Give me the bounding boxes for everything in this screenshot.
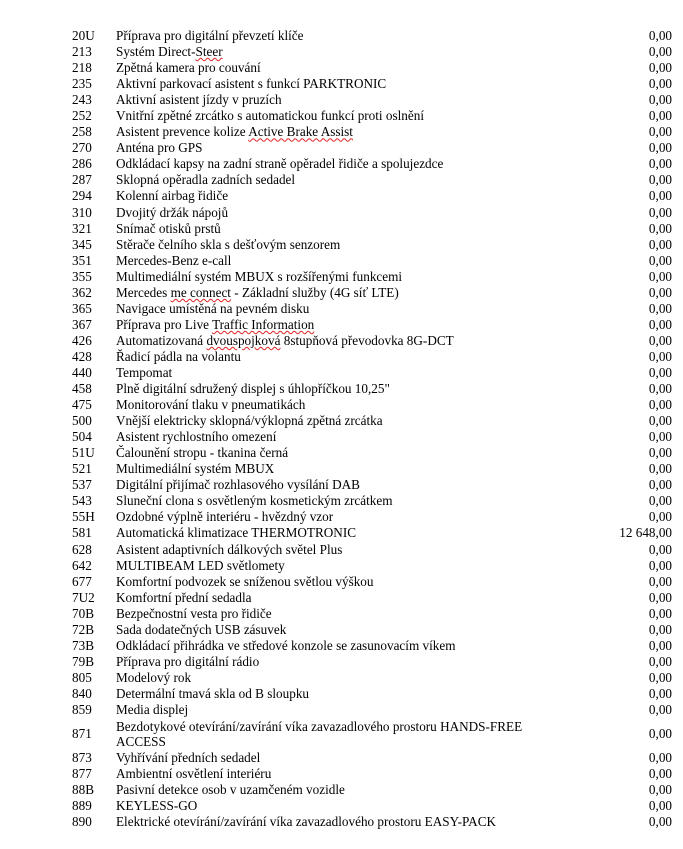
option-description: Řadicí pádla na volantu	[116, 348, 241, 364]
option-code: 252	[72, 108, 92, 124]
option-code: 55H	[72, 509, 95, 525]
option-code: 889	[72, 798, 92, 814]
equipment-row	[72, 493, 683, 509]
option-description: Ambientní osvětlení interiéru	[116, 766, 272, 782]
equipment-row	[72, 574, 683, 590]
option-code: 243	[72, 92, 92, 108]
equipment-row	[72, 76, 683, 92]
option-code: 294	[72, 188, 92, 204]
option-description: Multimediální systém MBUX	[116, 461, 275, 477]
equipment-row	[72, 814, 683, 830]
option-code: 859	[72, 701, 92, 717]
option-description: Automatizovaná dvouspojková 8stupňová převodovka 8G-DCT	[116, 332, 454, 348]
option-price: 0,00	[648, 28, 672, 43]
option-price: 0,00	[648, 364, 672, 380]
option-price: 0,00	[648, 268, 672, 284]
option-code: 890	[72, 814, 92, 830]
equipment-row	[72, 606, 683, 622]
option-description: Sada dodatečných USB zásuvek	[116, 621, 287, 637]
equipment-row	[72, 301, 683, 317]
option-price: 0,00	[648, 637, 672, 653]
option-code: 458	[72, 381, 92, 397]
option-price: 0,00	[648, 461, 672, 477]
option-price: 0,00	[648, 220, 672, 236]
option-description: Aktivní parkovací asistent s funkcí PARKTRONIC	[116, 76, 387, 92]
equipment-row	[72, 622, 683, 638]
option-price: 0,00	[648, 509, 672, 525]
option-price: 0,00	[648, 477, 672, 493]
equipment-row	[72, 92, 683, 108]
equipment-row	[72, 124, 683, 140]
equipment-row	[72, 542, 683, 558]
equipment-row	[72, 654, 683, 670]
option-price: 0,00	[648, 252, 672, 268]
equipment-row	[72, 221, 683, 237]
option-code: 355	[72, 268, 92, 284]
equipment-row	[72, 558, 683, 574]
option-price: 0,00	[648, 493, 672, 509]
equipment-row	[72, 237, 683, 253]
option-price: 0,00	[648, 413, 672, 429]
equipment-row	[72, 509, 683, 525]
option-code: 73B	[72, 637, 94, 653]
option-price: 0,00	[648, 605, 672, 621]
equipment-row	[72, 269, 683, 285]
option-price: 0,00	[648, 397, 672, 413]
option-code: 475	[72, 397, 92, 413]
option-code: 504	[72, 429, 92, 445]
equipment-row	[72, 156, 683, 172]
option-price: 0,00	[648, 124, 672, 140]
option-description: Ozdobné výplně interiéru - hvězdný vzor	[116, 509, 334, 525]
option-description: Odkládací přihrádka ve středové konzole se zasunovacím víkem	[116, 637, 456, 653]
equipment-rows	[72, 28, 683, 830]
option-price: 0,00	[648, 726, 672, 742]
option-price: 0,00	[648, 429, 672, 445]
option-description: Digitální přijímač rozhlasového vysílání DAB	[116, 477, 360, 493]
option-price: 0,00	[648, 332, 672, 348]
option-description: Mercedes me connect - Základní služby (4G síť LTE)	[116, 284, 399, 300]
option-price: 0,00	[648, 188, 672, 204]
option-description: Modelový rok	[116, 669, 192, 685]
option-description: Plně digitální sdružený displej s úhlopříčkou 10,25"	[116, 381, 390, 397]
option-description: Odkládací kapsy na zadní straně opěradel řidiče a spolujezdce	[116, 156, 444, 172]
option-code: 72B	[72, 621, 94, 637]
option-code: 877	[72, 766, 92, 782]
equipment-row	[72, 782, 683, 798]
option-code: 218	[72, 60, 92, 76]
option-description: Tempomat	[116, 364, 173, 380]
option-code: 235	[72, 76, 92, 92]
option-code: 88B	[72, 782, 94, 798]
option-price: 0,00	[648, 284, 672, 300]
option-code: 367	[72, 316, 92, 332]
equipment-row	[72, 28, 683, 44]
option-description: Automatická klimatizace THERMOTRONIC	[116, 525, 357, 541]
option-code: 871	[72, 726, 92, 742]
option-code: 20U	[72, 28, 95, 43]
option-price: 0,00	[648, 685, 672, 701]
equipment-row	[72, 445, 683, 461]
option-description: Komfortní podvozek se sníženou světlou výškou	[116, 573, 374, 589]
option-price: 0,00	[648, 589, 672, 605]
option-code: 351	[72, 252, 92, 268]
equipment-row	[72, 205, 683, 221]
option-description: Asistent rychlostního omezení	[116, 429, 277, 445]
option-code: 426	[72, 332, 92, 348]
option-code: 321	[72, 220, 92, 236]
option-code: 270	[72, 140, 92, 156]
option-price: 0,00	[648, 381, 672, 397]
option-description: Kolenní airbag řidiče	[116, 188, 229, 204]
option-price: 0,00	[648, 108, 672, 124]
option-code: 500	[72, 413, 92, 429]
option-price: 0,00	[648, 798, 672, 814]
option-price: 0,00	[648, 316, 672, 332]
option-description: Navigace umístěná na pevném disku	[116, 300, 310, 316]
option-code: 362	[72, 284, 92, 300]
equipment-row	[72, 718, 683, 750]
option-description: Sklopná opěradla zadních sedadel	[116, 172, 296, 188]
option-description: Pasivní detekce osob v uzamčeném vozidle	[116, 782, 345, 798]
equipment-row	[72, 670, 683, 686]
equipment-row	[72, 429, 683, 445]
option-code: 628	[72, 541, 92, 557]
option-code: 677	[72, 573, 92, 589]
option-description: Sluneční clona s osvětleným kosmetickým zrcátkem	[116, 493, 393, 509]
equipment-row	[72, 702, 683, 718]
option-price: 0,00	[648, 541, 672, 557]
option-description: Anténa pro GPS	[116, 140, 203, 156]
option-price: 0,00	[648, 300, 672, 316]
equipment-row	[72, 413, 683, 429]
equipment-row	[72, 44, 683, 60]
option-description: Snímač otisků prstů	[116, 220, 221, 236]
option-description: Příprava pro digitální rádio	[116, 653, 260, 669]
option-description: Vnější elektricky sklopná/výklopná zpětná zrcátka	[116, 413, 383, 429]
option-code: 521	[72, 461, 92, 477]
option-code: 805	[72, 669, 92, 685]
option-description: Čalounění stropu - tkanina černá	[116, 445, 289, 461]
option-code: 70B	[72, 605, 94, 621]
option-description: Asistent adaptivních dálkových světel Plus	[116, 541, 343, 557]
equipment-row	[72, 140, 683, 156]
option-price: 0,00	[648, 750, 672, 766]
option-code: 213	[72, 44, 92, 60]
option-description: Zpětná kamera pro couvání	[116, 60, 261, 76]
equipment-row	[72, 365, 683, 381]
option-description: Bezdotykové otevírání/zavírání víka zavazadlového prostoru HANDS-FREE ACCESS	[116, 718, 523, 750]
option-price: 0,00	[648, 156, 672, 172]
equipment-row	[72, 590, 683, 606]
option-code: 345	[72, 236, 92, 252]
option-price: 0,00	[648, 92, 672, 108]
option-code: 287	[72, 172, 92, 188]
option-price: 0,00	[648, 60, 672, 76]
equipment-row	[72, 750, 683, 766]
equipment-row	[72, 461, 683, 477]
option-price: 0,00	[648, 621, 672, 637]
equipment-row	[72, 381, 683, 397]
option-description: Příprava pro digitální převzetí klíče	[116, 28, 304, 43]
option-description: Stěrače čelního skla s dešťovým senzorem	[116, 236, 341, 252]
option-description: Multimediální systém MBUX s rozšířenými funkcemi	[116, 268, 403, 284]
option-description: MULTIBEAM LED světlomety	[116, 557, 285, 573]
option-price: 0,00	[648, 653, 672, 669]
option-code: 7U2	[72, 589, 95, 605]
equipment-row	[72, 766, 683, 782]
option-code: 258	[72, 124, 92, 140]
option-description: Systém Direct-Steer	[116, 44, 223, 60]
option-description: Příprava pro Live Traffic Information	[116, 316, 315, 332]
option-price: 0,00	[648, 76, 672, 92]
option-code: 642	[72, 557, 92, 573]
option-description: Mercedes-Benz e-call	[116, 252, 232, 268]
option-code: 51U	[72, 445, 95, 461]
option-price: 0,00	[648, 782, 672, 798]
option-description: Vyhřívání předních sedadel	[116, 750, 261, 766]
option-description: Aktivní asistent jízdy v pruzích	[116, 92, 282, 108]
equipment-row	[72, 188, 683, 204]
option-price: 0,00	[648, 44, 672, 60]
option-price: 0,00	[648, 348, 672, 364]
option-code: 840	[72, 685, 92, 701]
option-price: 0,00	[648, 445, 672, 461]
option-price: 0,00	[648, 701, 672, 717]
option-code: 428	[72, 348, 92, 364]
option-price: 0,00	[648, 236, 672, 252]
option-description: Media displej	[116, 701, 189, 717]
option-description: KEYLESS-GO	[116, 798, 198, 814]
equipment-row	[72, 60, 683, 76]
equipment-document	[0, 28, 683, 830]
option-code: 365	[72, 300, 92, 316]
equipment-row	[72, 525, 683, 541]
option-description: Determální tmavá skla od B sloupku	[116, 685, 310, 701]
equipment-row	[72, 397, 683, 413]
option-price: 0,00	[648, 557, 672, 573]
option-code: 286	[72, 156, 92, 172]
option-code: 440	[72, 364, 92, 380]
option-description: Asistent prevence kolize Active Brake Assist	[116, 124, 353, 140]
option-description: Monitorování tlaku v pneumatikách	[116, 397, 306, 413]
option-description: Dvojitý držák nápojů	[116, 204, 229, 220]
option-code: 543	[72, 493, 92, 509]
option-code: 873	[72, 750, 92, 766]
option-description: Komfortní přední sedadla	[116, 589, 252, 605]
equipment-row	[72, 253, 683, 269]
equipment-row	[72, 477, 683, 493]
equipment-row	[72, 638, 683, 654]
option-price: 12 648,00	[619, 525, 672, 541]
option-description: Elektrické otevírání/zavírání víka zavazadlového prostoru EASY-PACK	[116, 814, 497, 830]
option-description: Bezpečnostní vesta pro řidiče	[116, 605, 272, 621]
equipment-row	[72, 317, 683, 333]
equipment-row	[72, 333, 683, 349]
option-price: 0,00	[648, 573, 672, 589]
option-code: 537	[72, 477, 92, 493]
option-price: 0,00	[648, 204, 672, 220]
equipment-row	[72, 172, 683, 188]
option-price: 0,00	[648, 140, 672, 156]
equipment-row	[72, 686, 683, 702]
equipment-row	[72, 285, 683, 301]
option-code: 79B	[72, 653, 94, 669]
option-code: 310	[72, 204, 92, 220]
option-price: 0,00	[648, 766, 672, 782]
option-price: 0,00	[648, 172, 672, 188]
equipment-table	[72, 28, 683, 830]
equipment-row	[72, 798, 683, 814]
equipment-row	[72, 349, 683, 365]
option-description: Vnitřní zpětné zrcátko s automatickou funkcí proti oslnění	[116, 108, 424, 124]
option-price: 0,00	[648, 814, 672, 830]
equipment-row	[72, 108, 683, 124]
option-code: 581	[72, 525, 92, 541]
option-price: 0,00	[648, 669, 672, 685]
